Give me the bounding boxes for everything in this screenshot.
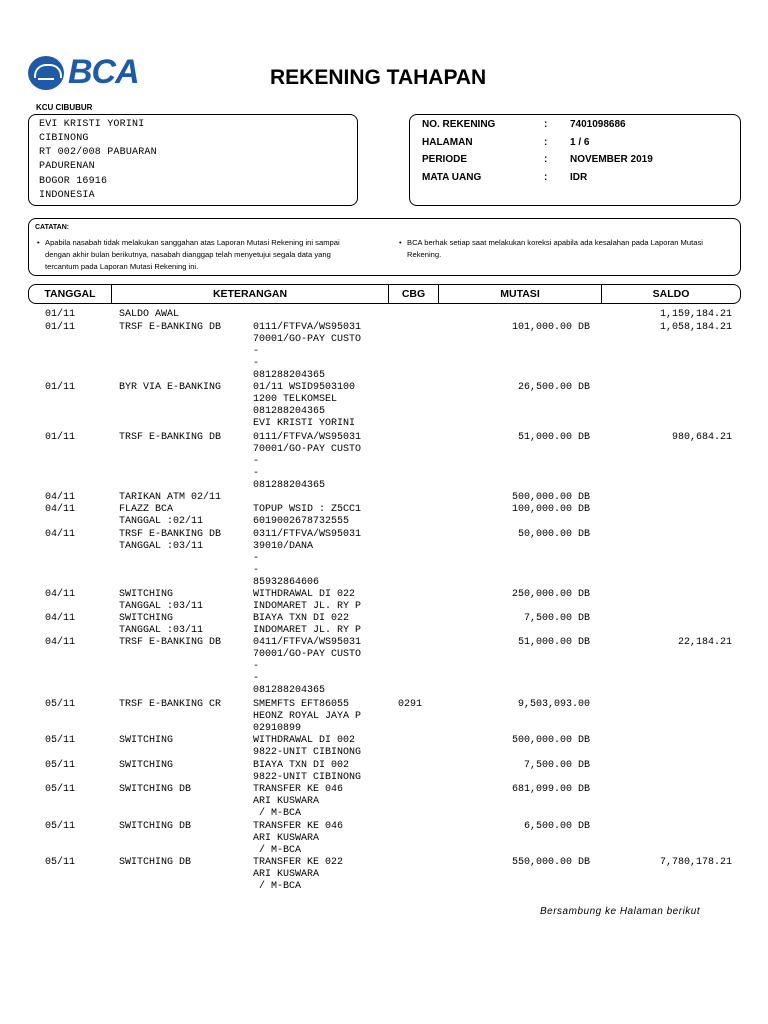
row-mutasi: 500,000.00 DB [511,735,590,746]
note-left [37,237,405,273]
row-mutasi: 51,000.00 DB [517,637,590,648]
row-detail: 0411/FTFVA/WS95031 [253,637,362,648]
row-date: 05/11 [45,857,76,868]
row-mutasi: 6,500.00 DB [523,821,590,832]
note-line: dengan akhir bulan berikutnya, nasabah dianggap telah menyetujui segala data yang [45,250,331,259]
row-description: SWITCHING [119,735,174,746]
row-detail: 70001/GO-PAY CUSTO [253,334,362,346]
row-detail: 0111/FTFVA/WS95031 [253,322,362,333]
row-detail: - [253,661,260,673]
row-detail: ARI KUSWARA [253,796,320,808]
row-detail: EVI KRISTI YORINI [253,418,356,430]
row-detail: 9822-UNIT CIBINONG [253,747,362,759]
row-detail: 9822-UNIT CIBINONG [253,772,362,784]
row-description: TRSF E-BANKING DB [119,432,222,443]
account-label: HALAMAN [422,137,473,148]
row-detail: BIAYA TXN DI 022 [253,613,350,624]
account-value: 7401098686 [570,119,626,130]
row-detail: BIAYA TXN DI 002 [253,760,350,771]
row-date: 01/11 [45,382,76,393]
account-value: IDR [570,172,588,183]
address-line: CIBINONG [39,133,89,144]
row-date: 04/11 [45,504,76,515]
row-date: 05/11 [45,735,76,746]
row-detail: 081288204365 [253,480,326,492]
row-detail: WITHDRAWAL DI 022 [253,589,356,600]
note-right [399,237,737,261]
row-detail: 6019002678732555 [253,516,350,528]
row-saldo: 1,159,184.21 [659,309,732,320]
row-detail: - [253,358,260,370]
row-detail: 70001/GO-PAY CUSTO [253,649,362,661]
column-header-tanggal: TANGGAL [44,288,96,300]
column-header-keterangan: KETERANGAN [111,285,388,303]
colon: : [544,172,548,183]
row-description: BYR VIA E-BANKING [119,382,222,393]
row-description: SWITCHING DB [119,821,192,832]
row-mutasi: 550,000.00 DB [511,857,590,868]
row-description: TRSF E-BANKING DB [119,529,222,540]
bullet-icon: • [37,238,40,247]
row-mutasi: 7,500.00 DB [523,760,590,771]
row-detail: WITHDRAWAL DI 002 [253,735,356,746]
account-label: MATA UANG [422,172,482,183]
notes-box [28,218,741,276]
row-mutasi: 500,000.00 DB [511,492,590,503]
row-cbg: 0291 [398,699,423,710]
row-description: TANGGAL :03/11 [119,625,204,637]
row-detail: / M-BCA [253,808,302,820]
column-header-cbg: CBG [388,285,438,303]
row-mutasi: 250,000.00 DB [511,589,590,600]
row-date: 04/11 [45,492,76,503]
row-detail: - [253,468,260,480]
row-mutasi: 50,000.00 DB [517,529,590,540]
row-date: 01/11 [45,309,76,320]
row-description: TANGGAL :03/11 [119,541,204,553]
row-description: SWITCHING [119,589,174,600]
row-detail: INDOMARET JL. RY P [253,601,362,613]
row-description: TRSF E-BANKING DB [119,637,222,648]
notes-label: CATATAN: [35,224,70,231]
row-detail: - [253,553,260,565]
account-label: PERIODE [422,154,468,165]
row-saldo: 7,780,178.21 [659,857,732,868]
colon: : [544,119,548,130]
bullet-icon: • [399,238,402,247]
row-description: SWITCHING DB [119,784,192,795]
row-detail: SMEMFTS EFT86055 [253,699,350,710]
row-description: TRSF E-BANKING CR [119,699,222,710]
address-line: BOGOR 16916 [39,176,108,187]
row-description: TRSF E-BANKING DB [119,322,222,333]
row-detail: TRANSFER KE 046 [253,821,344,832]
row-detail: TRANSFER KE 022 [253,857,344,868]
row-detail: 081288204365 [253,370,326,382]
account-value: 1 / 6 [570,137,590,148]
row-detail: - [253,346,260,358]
row-description: TANGGAL :02/11 [119,516,204,528]
row-detail: ARI KUSWARA [253,833,320,845]
row-date: 04/11 [45,589,76,600]
row-detail: 081288204365 [253,685,326,697]
row-detail: 01/11 WSID9503100 [253,382,356,393]
row-date: 04/11 [45,613,76,624]
bca-logo [28,53,146,91]
customer-address-box [28,114,358,206]
row-date: 01/11 [45,432,76,443]
table-header [28,284,741,304]
row-mutasi: 9,503,093.00 [517,699,590,710]
row-detail: TOPUP WSID : Z5CC1 [253,504,362,515]
row-date: 05/11 [45,821,76,832]
note-line: tercantum pada Laporan Mutasi Rekening ini. [45,262,199,271]
row-detail: 85932864606 [253,577,320,589]
row-detail: 02910899 [253,723,302,735]
address-line: EVI KRISTI YORINI [39,119,145,130]
row-saldo: 1,058,184.21 [659,322,732,333]
row-description: SWITCHING DB [119,857,192,868]
row-date: 05/11 [45,699,76,710]
row-saldo: 22,184.21 [677,637,732,648]
row-description: SALDO AWAL [119,309,180,320]
row-detail: 1200 TELKOMSEL [253,394,338,406]
row-description: SWITCHING [119,613,174,624]
colon: : [544,137,548,148]
continued-note: Bersambung ke Halaman berikut [540,906,701,917]
row-detail: 0111/FTFVA/WS95031 [253,432,362,443]
row-description: TARIKAN ATM 02/11 [119,492,222,503]
row-description: TANGGAL :03/11 [119,601,204,613]
branch-name: KCU CIBUBUR [36,103,93,112]
row-mutasi: 101,000.00 DB [511,322,590,333]
account-info-box [409,114,741,206]
row-date: 05/11 [45,784,76,795]
row-mutasi: 681,099.00 DB [511,784,590,795]
bca-logo-text: BCA [68,53,139,91]
row-detail: TRANSFER KE 046 [253,784,344,795]
note-line: Rekening. [407,250,442,259]
row-date: 01/11 [45,322,76,333]
row-detail: ARI KUSWARA [253,869,320,881]
row-detail: - [253,456,260,468]
column-header-mutasi: MUTASI [438,285,601,303]
address-line: PADURENAN [39,161,95,172]
row-detail: HEONZ ROYAL JAYA P [253,711,362,723]
row-detail: - [253,565,260,577]
column-header-saldo: SALDO [601,285,740,303]
address-line: RT 002/008 PABUARAN [39,147,157,158]
row-mutasi: 26,500.00 DB [517,382,590,393]
row-description: FLAZZ BCA [119,504,174,515]
row-detail: 081288204365 [253,406,326,418]
row-detail: INDOMARET JL. RY P [253,625,362,637]
row-date: 05/11 [45,760,76,771]
row-detail: 0311/FTFVA/WS95031 [253,529,362,540]
address-line: INDONESIA [39,190,95,201]
account-label: NO. REKENING [422,119,496,130]
row-detail: 39010/DANA [253,541,314,553]
row-detail: 70001/GO-PAY CUSTO [253,444,362,456]
bca-seal-icon [28,56,64,90]
note-line: Apabila nasabah tidak melakukan sanggahan atas Laporan Mutasi Rekening ini sampai [45,238,340,247]
row-detail: - [253,673,260,685]
row-mutasi: 100,000.00 DB [511,504,590,515]
account-value: NOVEMBER 2019 [570,154,653,165]
row-date: 04/11 [45,529,76,540]
colon: : [544,154,548,165]
row-mutasi: 51,000.00 DB [517,432,590,443]
row-mutasi: 7,500.00 DB [523,613,590,624]
note-line: BCA berhak setiap saat melakukan koreksi apabila ada kesalahan pada Laporan Mutasi [407,238,703,247]
document-title: REKENING TAHAPAN [270,66,487,89]
row-detail: / M-BCA [253,881,302,893]
row-saldo: 980,684.21 [671,432,732,443]
row-description: SWITCHING [119,760,174,771]
row-date: 04/11 [45,637,76,648]
row-detail: / M-BCA [253,845,302,857]
